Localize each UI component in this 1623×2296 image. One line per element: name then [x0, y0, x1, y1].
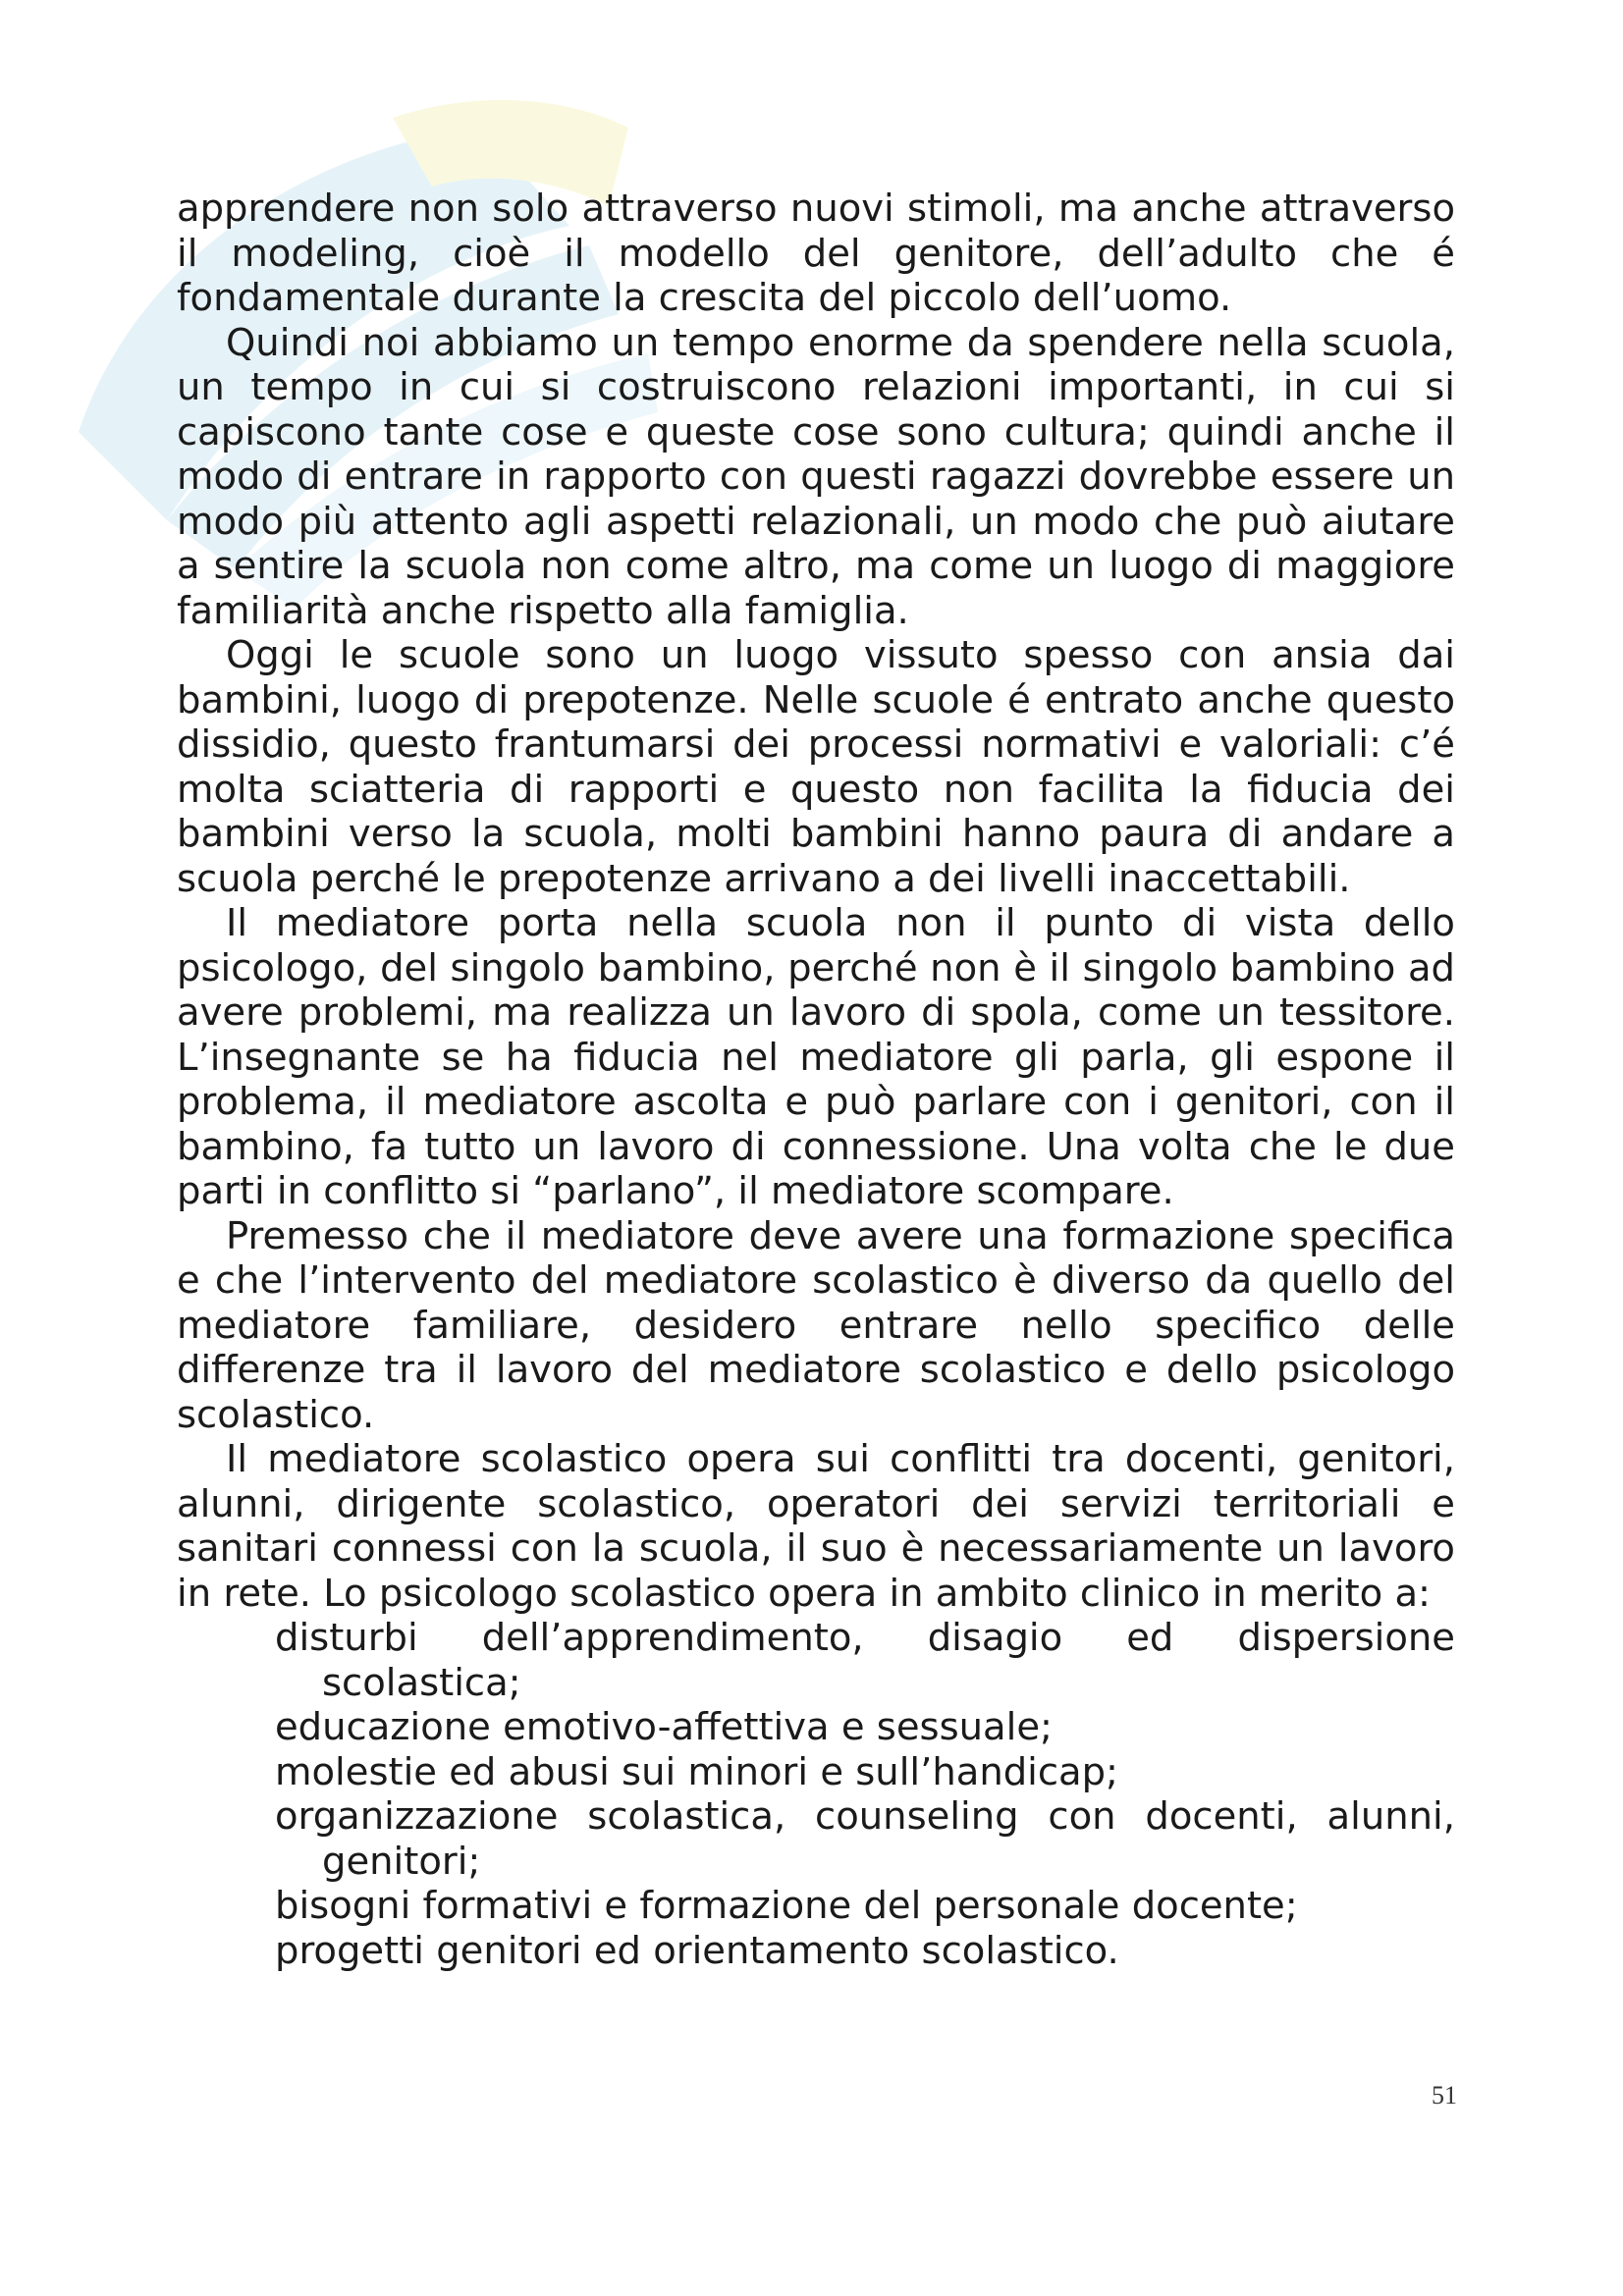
- paragraph-1: apprendere non solo attraverso nuovi stimoli, ma anche attraverso il modeling, cioè il modello del genitore, dell’adulto che é fondamentale durante la crescita del piccolo dell’uomo.: [177, 187, 1455, 320]
- list-item: organizzazione scolastica, counseling con docenti, alunni, genitori;: [275, 1794, 1455, 1884]
- paragraph-2: Quindi noi abbiamo un tempo enorme da spendere nella scuola, un tempo in cui si costruiscono relazioni importanti, in cui si capiscono tante cose e queste cose sono cultura; quindi anche il modo di entrare in rapporto con questi ragazzi dovrebbe essere un modo più attento agli aspetti relazionali, un modo che può aiutare a sentire la scuola non come altro, ma come un luogo di maggiore familiarità anche rispetto alla famiglia.: [177, 320, 1455, 633]
- paragraph-5: Premesso che il mediatore deve avere una formazione specifica e che l’intervento del mediatore scolastico è diverso da quello del mediatore familiare, desidero entrare nello specifico delle differenze tra il lavoro del mediatore scolastico e dello psicologo scolastico.: [177, 1213, 1455, 1437]
- document-body: [177, 187, 1455, 1973]
- list-item: bisogni formativi e formazione del personale docente;: [275, 1884, 1298, 1928]
- paragraph-6: Il mediatore scolastico opera sui conflitti tra docenti, genitori, alunni, dirigente scolastico, operatori dei servizi territoriali e sanitari connessi con la scuola, il suo è necessariamente un lavoro in rete. Lo psicologo scolastico opera in ambito clinico in merito a:: [177, 1437, 1455, 1616]
- list-item: disturbi dell’apprendimento, disagio ed dispersione scolastica;: [275, 1616, 1455, 1705]
- list-item: molestie ed abusi sui minori e sull’handicap;: [275, 1749, 1119, 1794]
- list-item: progetti genitori ed orientamento scolastico.: [275, 1928, 1119, 1973]
- paragraph-4: Il mediatore porta nella scuola non il punto di vista dello psicologo, del singolo bambino, perché non è il singolo bambino ad avere problemi, ma realizza un lavoro di spola, come un tessitore. L’insegnante se ha fiducia nel mediatore gli parla, gli espone il problema, il mediatore ascolta e può parlare con i genitori, con il bambino, fa tutto un lavoro di connessione. Una volta che le due parti in conflitto si “parlano”, il mediatore scompare.: [177, 901, 1455, 1213]
- list-item: educazione emotivo-affettiva e sessuale;: [275, 1705, 1053, 1749]
- paragraph-3: Oggi le scuole sono un luogo vissuto spesso con ansia dai bambini, luogo di prepotenze. Nelle scuole é entrato anche questo dissidio, questo frantumarsi dei processi normativi e valoriali: c’é molta sciatteria di rapporti e questo non facilita la fiducia dei bambini verso la scuola, molti bambini hanno paura di andare a scuola perché le prepotenze arrivano a dei livelli inaccettabili.: [177, 633, 1455, 901]
- page-number: 51: [1432, 2081, 1457, 2109]
- clinical-areas-list: [177, 1616, 1455, 1973]
